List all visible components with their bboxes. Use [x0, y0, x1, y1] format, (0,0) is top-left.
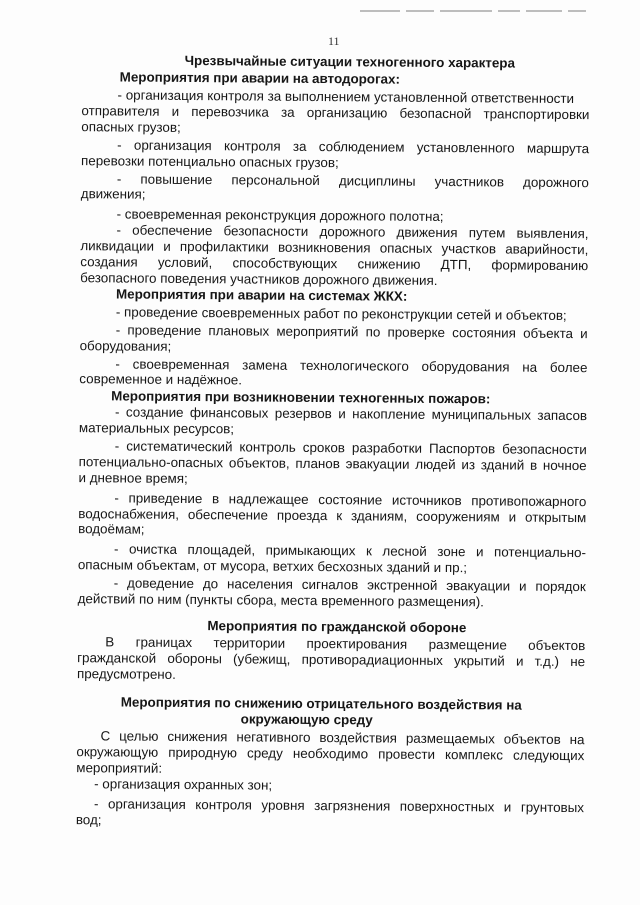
- paragraph-line: - организация контроля за соблюдением установленного маршрута: [117, 137, 590, 157]
- paragraph-line: безопасного поведения участников дорожного движения.: [80, 270, 438, 288]
- paragraph-line: перевозки потенциально опасных грузов;: [80, 153, 339, 171]
- paragraph-line: С целью снижения негативного воздействия размещаемых объектов на: [100, 728, 585, 748]
- paragraph-line: В границах территории проектирования размещение объектов: [105, 634, 586, 654]
- paragraph-line: современное и надёжное.: [79, 371, 243, 388]
- paragraph-line: отправителя и перевозчика за организацию безопасной транспортировки: [81, 103, 590, 123]
- subheading: Мероприятия при аварии на системах ЖКХ:: [115, 286, 408, 304]
- paragraph-line: - приведение в надлежащее состояние источников противопожарного: [114, 490, 587, 510]
- paragraph-line: оборудования;: [79, 338, 172, 354]
- section-heading: Чрезвычайные ситуации техногенного характера: [184, 52, 516, 71]
- paragraph-line: действий по ним (пункты сбора, места временного размещения).: [77, 591, 485, 610]
- paragraph-line: - своевременная замена технологического оборудования на более: [115, 356, 588, 376]
- paragraph-line: - очистка площадей, примыкающих к лесной зоне и потенциально-: [113, 541, 587, 561]
- paragraph-line: водоёмам;: [78, 521, 145, 537]
- scan-artifact: [360, 0, 630, 6]
- paragraph-line: предусмотрено.: [76, 666, 176, 682]
- paragraph-line: гражданской обороны (убежищ, противорадиационных укрытий и т.д.) не: [77, 650, 586, 670]
- paragraph-line: - доведение до населения сигналов экстренной эвакуации и порядок: [113, 575, 586, 595]
- paragraph-line: - организация контроля уровня загрязнения поверхностных и грунтовых: [93, 796, 585, 816]
- paragraph-line: материальных ресурсов;: [78, 420, 235, 437]
- section-heading: окружающую среду: [240, 711, 373, 728]
- paragraph-line: - своевременная реконструкция дорожного полотна;: [116, 206, 444, 225]
- section-heading: Мероприятия по гражданской обороне: [207, 618, 467, 636]
- paragraph-line: - проведение своевременных работ по реконструкции сетей и объектов;: [115, 304, 567, 323]
- paragraph-line: - систематический контроль сроков разработки Паспортов безопасности: [114, 438, 587, 458]
- section-heading: Мероприятия по снижению отрицательного воздействия на: [120, 694, 522, 713]
- paragraph-line: окружающую природную среду необходимо провести комплекс следующих: [76, 744, 585, 764]
- paragraph-line: - организация контроля за выполнением установленной ответственности: [117, 87, 575, 107]
- paragraph-line: создания условий, способствующих снижению ДТП, формированию: [80, 254, 589, 274]
- subheading: Мероприятия при аварии на автодорогах:: [119, 69, 401, 87]
- page-number: 11: [328, 34, 340, 48]
- paragraph-line: мероприятий:: [76, 760, 163, 776]
- paragraph-line: опасным объектам, от мусора, ветхих бесхозных зданий и пр.;: [77, 557, 468, 576]
- paragraph-line: движения;: [80, 186, 146, 202]
- paragraph-line: - проведение плановых мероприятий по проверке состояния объекта и: [115, 322, 588, 342]
- paragraph-line: и дневное время;: [78, 470, 188, 487]
- subheading: Мероприятия при возникновении техногенных пожаров:: [111, 388, 491, 407]
- paragraph-line: водоснабжения, обеспечение проезда к зданиям, сооружениям и открытым: [78, 506, 587, 526]
- paragraph-line: - создание финансовых резервов и накопление муниципальных запасов: [115, 404, 588, 424]
- paragraph-line: вод;: [75, 812, 102, 828]
- paragraph-line: ликвидации и профилактики возникновения опасных участков аварийности,: [80, 238, 589, 258]
- paragraph-line: потенциально-опасных объектов, планов эвакуации людей из зданий в ночное: [78, 454, 587, 474]
- paragraph-line: опасных грузов;: [81, 119, 181, 135]
- paragraph-line: - повышение персональной дисциплины участников дорожного: [116, 171, 589, 191]
- paragraph-line: - обеспечение безопасности дорожного движения путем выявления,: [116, 222, 589, 242]
- paragraph-line: - организация охранных зон;: [94, 776, 273, 793]
